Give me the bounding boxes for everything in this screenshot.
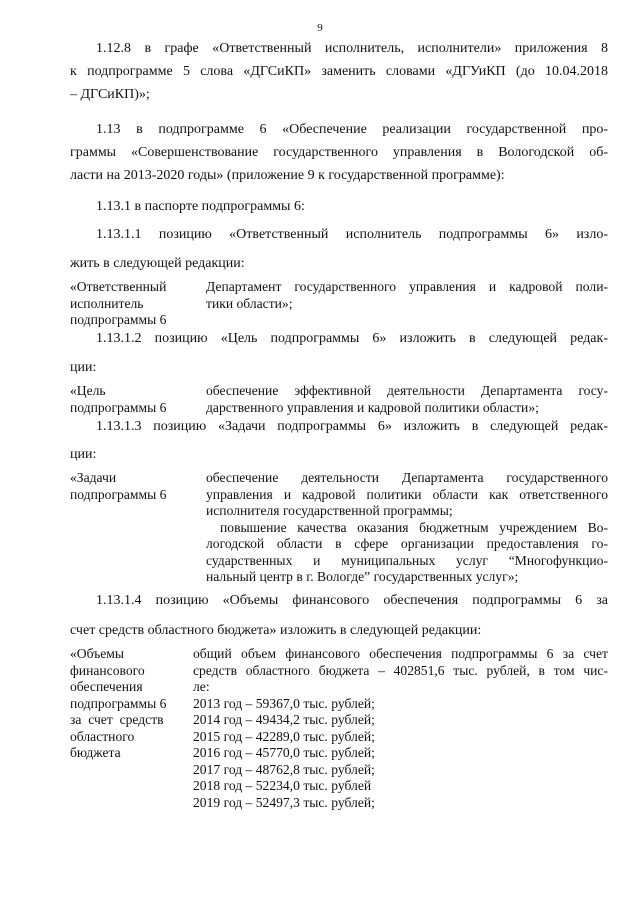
funding-year-2015: 2015 год – 42289,0 тыс. рублей; — [193, 728, 375, 744]
para-1-12-8-line-2: к подпрограмме 5 слова «ДГСиКП» заменить словами «ДГУиКП (до 10.04.2018 — [70, 64, 608, 79]
responsible-label-line: исполнитель — [70, 295, 144, 311]
goal-value-line: дарственного управления и кадровой политики области»; — [206, 399, 539, 415]
para-1-13-1: 1.13.1 в паспорте подпрограммы 6: — [96, 199, 305, 214]
responsible-label-line: «Ответственный — [70, 279, 167, 294]
responsible-value — [206, 279, 608, 312]
para-1-12-8-line-1: 1.12.8 в графе «Ответственный исполнитель, исполнители» приложения 8 — [96, 41, 608, 56]
funding-year-2013: 2013 год – 59367,0 тыс. рублей; — [193, 695, 375, 711]
para-1-13-1-2-line-1: 1.13.1.2 позицию «Цель подпрограммы 6» изложить в следующей редак- — [96, 331, 608, 346]
para-1-13-line-2: граммы «Совершенствование государственного управления в Вологодской об- — [70, 145, 608, 160]
para-1-13-1-4-line-1: 1.13.1.4 позицию «Объемы финансового обеспечения подпрограммы 6 за — [96, 593, 608, 608]
responsible-value-line: Департамент государственного управления и кадровой поли- — [206, 279, 608, 294]
responsible-label-line: подпрограммы 6 — [70, 312, 167, 327]
tasks-value — [206, 470, 608, 586]
tasks-value-line: повышение качества оказания бюджетным учреждением Во- — [220, 519, 608, 535]
funding-value-line: ле: — [193, 679, 210, 694]
funding-label-line: обеспечения — [70, 679, 143, 694]
tasks-label-line: «Задачи — [70, 470, 117, 485]
tasks-value-line: управления и кадровой политики области как ответственного — [206, 486, 608, 502]
goal-label-line: «Цель — [70, 383, 106, 398]
funding-label — [70, 646, 190, 762]
tasks-value-line: обеспечение деятельности Департамента государственного — [206, 470, 608, 485]
funding-value-line: общий объем финансового обеспечения подпрограммы 6 за счет — [193, 646, 608, 661]
funding-year-2018: 2018 год – 52234,0 тыс. рублей — [193, 778, 372, 793]
para-1-12-8-line-3: – ДГСиКП)»; — [70, 87, 150, 102]
funding-label-line: за счет средств — [70, 712, 164, 727]
para-1-13-line-1: 1.13 в подпрограмме 6 «Обеспечение реализации государственной про- — [96, 122, 608, 137]
funding-year-2017: 2017 год – 48762,8 тыс. рублей; — [193, 761, 375, 777]
tasks-value-line: логодской области в сфере организации предоставления го- — [206, 536, 608, 551]
para-1-13-1-3-line-1: 1.13.1.3 позицию «Задачи подпрограммы 6» изложить в следующей редак- — [96, 419, 608, 434]
funding-year-2016: 2016 год – 45770,0 тыс. рублей; — [193, 745, 375, 760]
para-1-13-1-3-line-2: ции: — [70, 447, 97, 462]
responsible-value-line: тики области»; — [206, 295, 293, 311]
para-1-13-1-4-line-2: счет средств областного бюджета» изложить в следующей редакции: — [70, 623, 482, 638]
funding-label-line: подпрограммы 6 — [70, 695, 167, 711]
goal-value — [206, 383, 608, 416]
funding-year-2014: 2014 год – 49434,2 тыс. рублей; — [193, 712, 375, 727]
tasks-value-line: исполнителя государственной программы; — [206, 503, 453, 518]
responsible-label — [70, 279, 190, 329]
tasks-label-line: подпрограммы 6 — [70, 486, 167, 502]
tasks-value-line: нальный центр в г. Вологде” государственных услуг»; — [206, 569, 519, 584]
goal-label — [70, 383, 200, 416]
para-1-13-1-1-line-1: 1.13.1.1 позицию «Ответственный исполнитель подпрограммы 6» изло- — [96, 227, 608, 242]
para-1-13-1-2-line-2: ции: — [70, 360, 97, 375]
tasks-label — [70, 470, 200, 503]
para-1-13-1-1-line-2: жить в следующей редакции: — [70, 256, 245, 271]
goal-value-line: обеспечение эффективной деятельности Департамента госу- — [206, 383, 608, 398]
page-number: 9 — [317, 22, 323, 34]
funding-label-line: финансового — [70, 662, 145, 678]
funding-value — [193, 646, 608, 811]
funding-year-2019: 2019 год – 52497,3 тыс. рублей; — [193, 794, 375, 810]
goal-label-line: подпрограммы 6 — [70, 399, 167, 415]
funding-label-line: бюджета — [70, 745, 121, 760]
funding-label-line: областного — [70, 728, 135, 744]
funding-label-line: «Объемы — [70, 646, 124, 661]
funding-value-line: средств областного бюджета – 402851,6 тыс. рублей, в том чис- — [193, 662, 608, 678]
para-1-13-line-3: ласти на 2013-2020 годы» (приложение 9 к государственной программе): — [70, 168, 505, 183]
tasks-value-line: сударственных и муниципальных услуг “Многофункцио- — [206, 552, 608, 568]
